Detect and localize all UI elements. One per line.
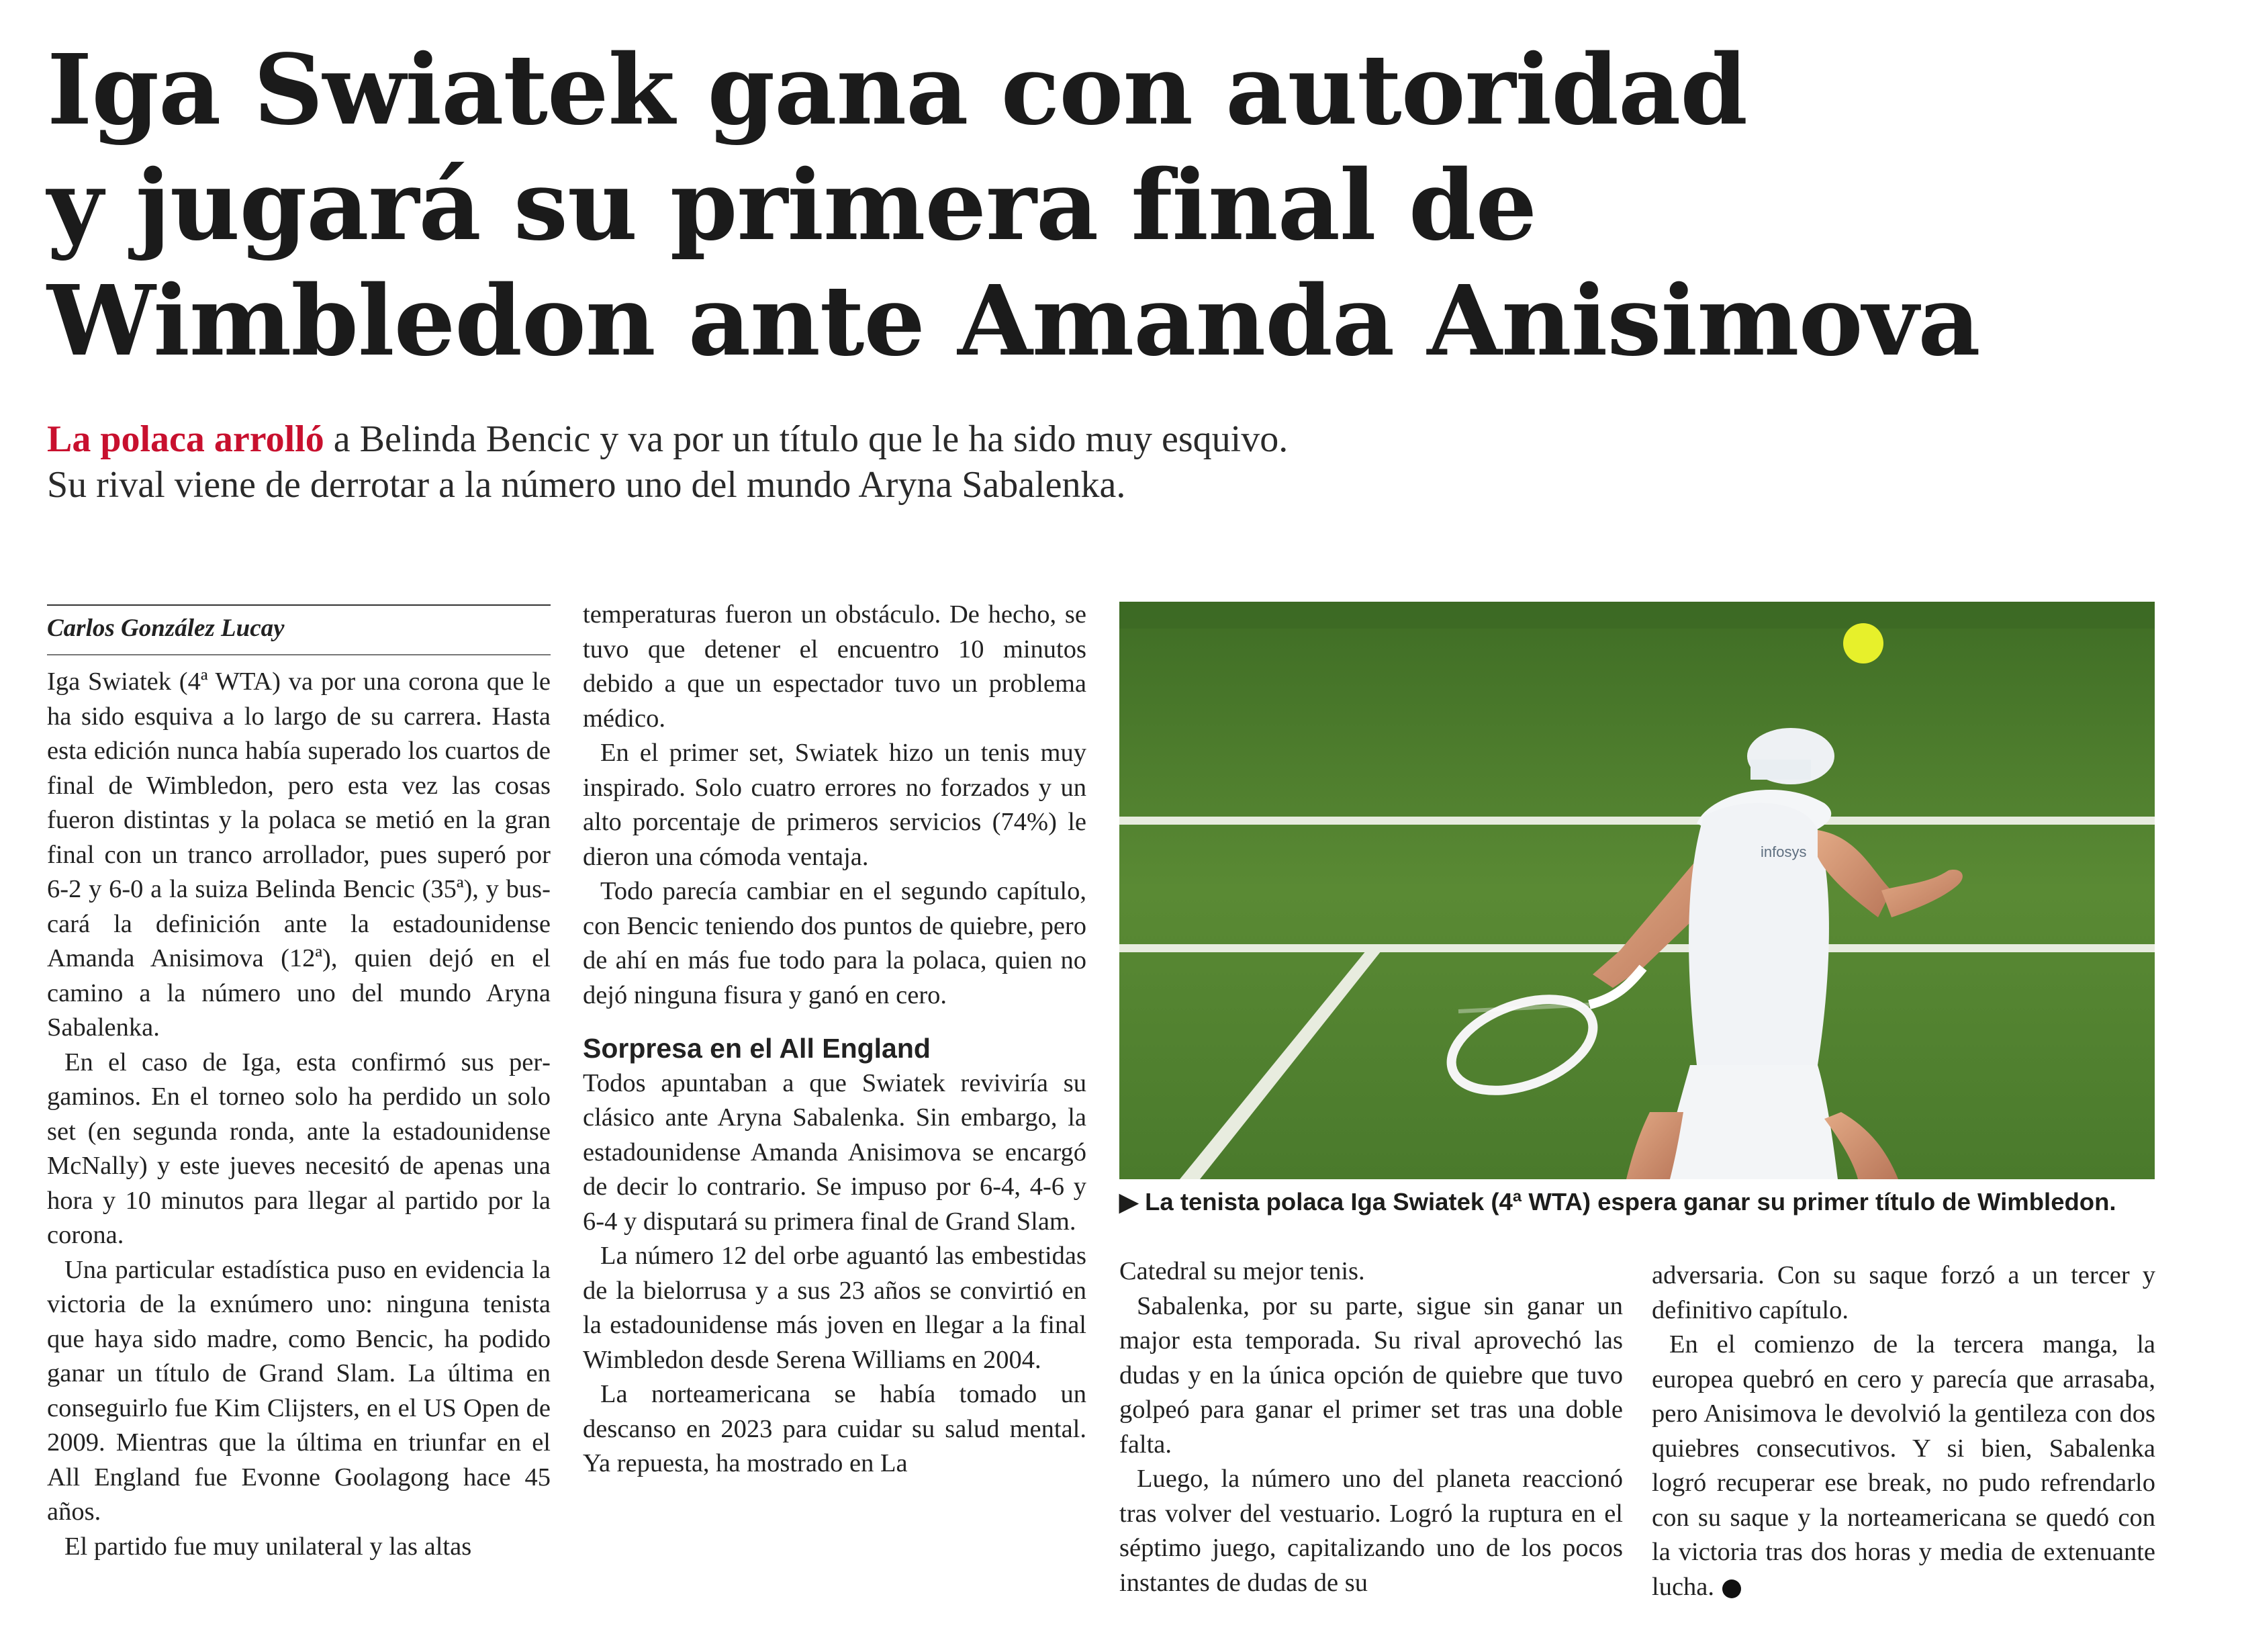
photo-caption (1119, 1187, 2180, 1217)
column-3 (1119, 1254, 1623, 1600)
headline (47, 32, 2061, 379)
headline-line-3: Wimbledon ante Amanda Anisimova (47, 264, 1980, 377)
col3-paragraph-1: Catedral su mejor tenis. (1119, 1257, 1365, 1285)
lead-accent: La polaca arrolló (47, 418, 324, 460)
headline-line-2: y jugará su primera final de (47, 148, 1537, 262)
col4-paragraph-1: adversaria. Con su saque forzó a un tercer y definitivo capítulo. (1652, 1261, 2155, 1324)
col2-paragraph-2: En el primer set, Swiatek hizo un tenis muy inspirado. Solo cuatro errores no forzados y un alto porcentaje de primeros servicios (74%) le dieron una cómoda ventaja. (583, 739, 1086, 871)
headline-line-1: Iga Swiatek gana con autoridad (47, 33, 1747, 146)
caption-text: La tenista polaca Iga Swiatek (4ª WTA) espera ganar su primer título de Wimbledon. (1145, 1188, 2116, 1215)
column-1 (47, 604, 551, 1564)
caption-marker-icon: ▶ (1119, 1188, 1139, 1215)
col3-paragraph-3: Luego, la número uno del planeta reaccionó tras volver del vestuario. Logró la ruptura en el séptimo juego, capitalizando uno de los pocos instantes de dudas de su (1119, 1465, 1623, 1597)
lead-paragraph (47, 416, 1524, 508)
col2-paragraph-1: temperaturas fueron un obstáculo. De hecho, se tuvo que detener el encuentro 10 minutos debido a que un espectador tuvo un problema médico. (583, 600, 1086, 733)
lead-line-2: Su rival viene de derrotar a la número uno del mundo Aryna Sabalenka. (47, 464, 1126, 506)
byline: Carlos González Lucay (47, 604, 551, 655)
column-2 (583, 598, 1086, 1481)
col1-paragraph-1: Iga Swiatek (4ª WTA) va por una corona que le ha sido esquiva a lo largo de su carrera. Hasta esta edición nunca había superado los cuartos de final de Wimbledon, pero esta vez las cosas fueron distintas y la polaca se metió en la gran final con un tranco arrollador, pues superó por 6-2 y 6-0 a la suiza Belinda Bencic (35ª), y buscará la definición ante la estadounidense Amanda Anisimova (12ª), quien dejó en el camino a la número uno del mundo Aryna Sabalenka. (47, 668, 551, 1042)
end-of-article-icon (1722, 1579, 1741, 1598)
col1-paragraph-3: Una particular estadística puso en evidencia la victoria de la exnúmero uno: ninguna tenista que haya sido madre, como Bencic, ha podido ganar un título de Grand Slam. La última en conseguirlo fue Kim Clijsters, en el US Open de 2009. Mientras que la última en triunfar en el All England fue Evonne Goolagong hace 45 años. (47, 1255, 551, 1526)
col3-paragraph-2: Sabalenka, por su parte, sigue sin ganar un major esta temporada. Su rival aprovechó las dudas y en la única opción de quiebre que tuvo golpeó para ganar el primer set tras una doble falta. (1119, 1291, 1623, 1459)
section-subhead: Sorpresa en el All England (583, 1033, 931, 1064)
col4-paragraph-2 (1652, 1328, 2155, 1604)
tennis-player-illustration (1119, 602, 2155, 1179)
col2-paragraph-6: La norteamericana se había tomado un descanso en 2023 para cuidar su salud mental. Ya repuesta, ha mostrado en La (583, 1380, 1086, 1477)
lead-line-1 (47, 416, 1524, 462)
column-4 (1652, 1258, 2155, 1604)
col4-paragraph-2-text: En el comienzo de la tercera manga, la europea quebró en cero y parecía que arrasaba, pero Anisimova le devolvió la gentileza con dos quiebres consecutivos. Y si bien, Sabalenka logró recuperar ese break, no pudo refrendarlo con su saque y la norteamericana se quedó con la victoria tras dos horas y media de extenuante lucha. (1652, 1330, 2155, 1601)
col2-paragraph-3: Todo parecía cambiar en el segundo capítulo, con Bencic teniendo dos puntos de quiebre, pero de ahí en más fue todo para la polaca, quien no dejó ninguna fisura y ganó en cero. (583, 877, 1086, 1009)
col2-paragraph-4: Todos apuntaban a que Swiatek reviviría su clásico ante Aryna Sabalenka. Sin embargo, la estadounidense Amanda Anisimova se encargó de decir lo contrario. Se impuso por 6-4, 4-6 y 6-4 y disputará su primera final de Grand Slam. (583, 1068, 1086, 1236)
col2-paragraph-5: La número 12 del orbe aguantó las embestidas de la bielorrusa y a sus 23 años se convirtió en la estadounidense más joven en llegar a la final Wimbledon desde Serena Williams en 2004. (583, 1242, 1086, 1374)
shirt-sponsor-text: infosys (1761, 843, 1807, 860)
article-photo (1119, 602, 2155, 1179)
lead-line-1-rest: a Belinda Bencic y va por un título que le ha sido muy esquivo. (324, 418, 1289, 460)
col1-paragraph-2: En el caso de Iga, esta confirmó sus pergaminos. En el torneo solo ha perdido un solo set (en segunda ronda, ante la estadounidense McNally) y este jueves necesitó de apenas una hora y 10 minutos para llegar al partido por la corona. (47, 1048, 551, 1249)
col1-paragraph-4: El partido fue muy unilateral y las altas (64, 1532, 472, 1561)
